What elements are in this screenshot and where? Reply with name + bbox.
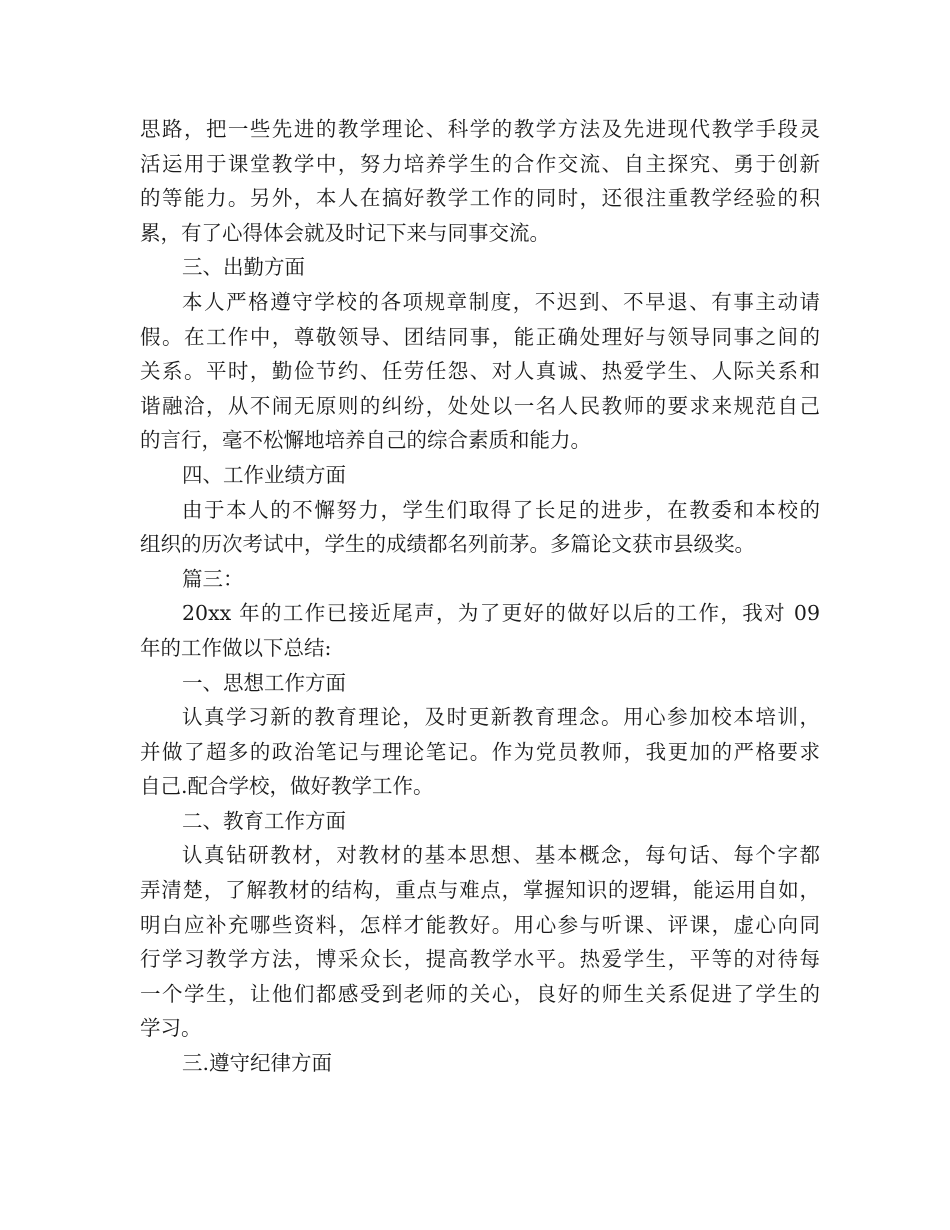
paragraph-line: 一个学生，让他们都感受到老师的关心，良好的师生关系促进了学生的	[140, 981, 820, 1006]
paragraph-line: 组织的历次考试中，学生的成绩都名列前茅。多篇论文获市县级奖。	[140, 532, 755, 557]
paragraph-line: 弄清楚，了解教材的结构，重点与难点，掌握知识的逻辑，能运用自如，	[140, 878, 820, 903]
paragraph-line: 自己.配合学校，做好教学工作。	[140, 774, 434, 799]
paragraph-line: 行学习教学方法，博采众长，提高教学水平。热爱学生，平等的对待每	[140, 947, 820, 972]
paragraph-line: 明白应补充哪些资料，怎样才能教好。用心参与听课、评课，虚心向同	[140, 912, 820, 937]
paragraph-line: 本人严格遵守学校的各项规章制度，不迟到、不早退、有事主动请	[182, 289, 820, 314]
paragraph-line: 学习。	[140, 1016, 202, 1041]
paragraph-line: 年的工作做以下总结:	[140, 635, 332, 660]
section-heading: 三、出勤方面	[182, 255, 305, 280]
paragraph-line: 并做了超多的政治笔记与理论笔记。作为党员教师，我更加的严格要求	[140, 739, 820, 764]
paragraph-line: 认真学习新的教育理论，及时更新教育理念。用心参加校本培训，	[182, 705, 820, 730]
paragraph-line: 的等能力。另外，本人在搞好教学工作的同时，还很注重教学经验的积	[140, 186, 820, 211]
section-heading: 二、教育工作方面	[182, 808, 346, 833]
document-body	[140, 112, 820, 1081]
paragraph-line: 20xx 年的工作已接近尾声，为了更好的做好以后的工作，我对 09	[182, 601, 820, 626]
paragraph-line: 假。在工作中，尊敬领导、团结同事，能正确处理好与领导同事之间的	[140, 324, 820, 349]
paragraph-line: 累，有了心得体会就及时记下来与同事交流。	[140, 220, 550, 245]
paragraph-line: 认真钻研教材，对教材的基本思想、基本概念，每句话、每个字都	[182, 843, 820, 868]
paragraph-line: 关系。平时，勤俭节约、任劳任怨、对人真诚、热爱学生、人际关系和	[140, 359, 820, 384]
section-heading: 四、工作业绩方面	[182, 462, 346, 487]
paragraph-line: 谐融洽，从不闹无原则的纠纷，处处以一名人民教师的要求来规范自己	[140, 393, 820, 418]
section-heading: 三.遵守纪律方面	[182, 1051, 333, 1076]
paragraph-line: 思路，把一些先进的教学理论、科学的教学方法及先进现代教学手段灵	[140, 117, 820, 141]
paragraph-line: 由于本人的不懈努力，学生们取得了长足的进步，在教委和本校的	[182, 497, 820, 522]
section-heading: 一、思想工作方面	[182, 670, 346, 695]
section-heading: 篇三：	[182, 566, 244, 591]
paragraph-line: 的言行，毫不松懈地培养自己的综合素质和能力。	[140, 428, 591, 453]
paragraph-line: 活运用于课堂教学中，努力培养学生的合作交流、自主探究、勇于创新	[140, 151, 820, 176]
